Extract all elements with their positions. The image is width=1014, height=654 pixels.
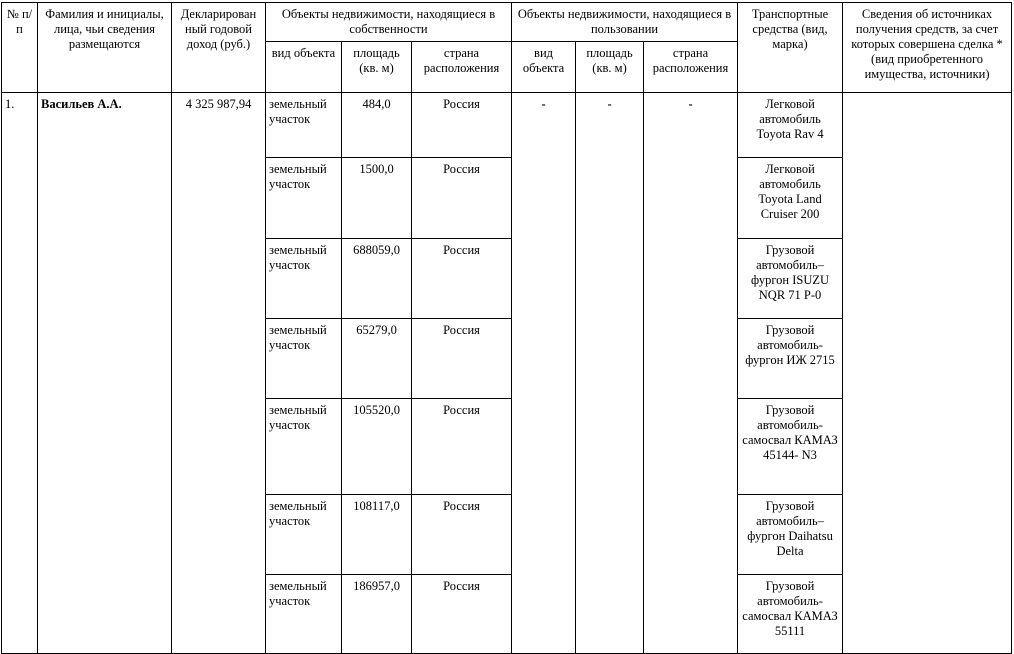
header-row-1 <box>2 3 1012 42</box>
declaration-table <box>1 2 1012 654</box>
owned-object-country: Россия <box>412 93 512 158</box>
owned-object-area: 105520,0 <box>342 399 412 495</box>
person-name: Васильев А.А. <box>38 93 172 654</box>
owned-object-area: 484,0 <box>342 93 412 158</box>
header-income: Декларирован ный годовой доход (руб.) <box>172 3 266 93</box>
owned-object-area: 108117,0 <box>342 495 412 575</box>
owned-object-area: 186957,0 <box>342 575 412 654</box>
header-owned-group: Объекты недвижимости, находящиеся в собственности <box>266 3 512 42</box>
owned-object-type: земельный участок <box>266 239 342 319</box>
used-object-country: - <box>644 93 738 654</box>
header-used-type: вид объекта <box>512 42 576 93</box>
owned-object-type: земельный участок <box>266 93 342 158</box>
row-number: 1. <box>2 93 38 654</box>
header-used-group: Объекты недвижимости, находящиеся в пользовании <box>512 3 738 42</box>
header-owned-type: вид объекта <box>266 42 342 93</box>
owned-object-area: 688059,0 <box>342 239 412 319</box>
owned-object-type: земельный участок <box>266 158 342 239</box>
used-object-type: - <box>512 93 576 654</box>
vehicle: Грузовой автомобиль– фургон ISUZU NQR 71 P-0 <box>738 239 843 319</box>
header-used-country: страна расположения <box>644 42 738 93</box>
owned-object-area: 1500,0 <box>342 158 412 239</box>
owned-object-type: земельный участок <box>266 319 342 399</box>
owned-object-country: Россия <box>412 399 512 495</box>
header-num: № п/п <box>2 3 38 93</box>
owned-object-country: Россия <box>412 239 512 319</box>
vehicle: Грузовой автомобиль- самосвал КАМАЗ 45144- N3 <box>738 399 843 495</box>
header-name: Фамилия и инициалы, лица, чьи сведения размещаются <box>38 3 172 93</box>
owned-object-country: Россия <box>412 495 512 575</box>
vehicle: Легковой автомобиль Toyota Land Cruiser 200 <box>738 158 843 239</box>
owned-object-type: земельный участок <box>266 399 342 495</box>
owned-object-country: Россия <box>412 158 512 239</box>
owned-object-country: Россия <box>412 575 512 654</box>
header-used-area: площадь (кв. м) <box>576 42 644 93</box>
used-object-area: - <box>576 93 644 654</box>
header-owned-area: площадь (кв. м) <box>342 42 412 93</box>
vehicle: Грузовой автомобиль- фургон ИЖ 2715 <box>738 319 843 399</box>
owned-object-type: земельный участок <box>266 575 342 654</box>
table-row <box>2 93 1012 158</box>
vehicle: Грузовой автомобиль- самосвал КАМАЗ 55111 <box>738 575 843 654</box>
declared-income: 4 325 987,94 <box>172 93 266 654</box>
acquisition-sources <box>843 93 1012 654</box>
header-transport: Транспортные средства (вид, марка) <box>738 3 843 93</box>
vehicle: Грузовой автомобиль– фургон Daihatsu Delta <box>738 495 843 575</box>
owned-object-type: земельный участок <box>266 495 342 575</box>
owned-object-country: Россия <box>412 319 512 399</box>
owned-object-area: 65279,0 <box>342 319 412 399</box>
vehicle: Легковой автомобиль Toyota Rav 4 <box>738 93 843 158</box>
header-sources: Сведения об источниках получения средств, за счет которых совершена сделка * (вид приобретенного имущества, источники) <box>843 3 1012 93</box>
header-owned-country: страна расположения <box>412 42 512 93</box>
